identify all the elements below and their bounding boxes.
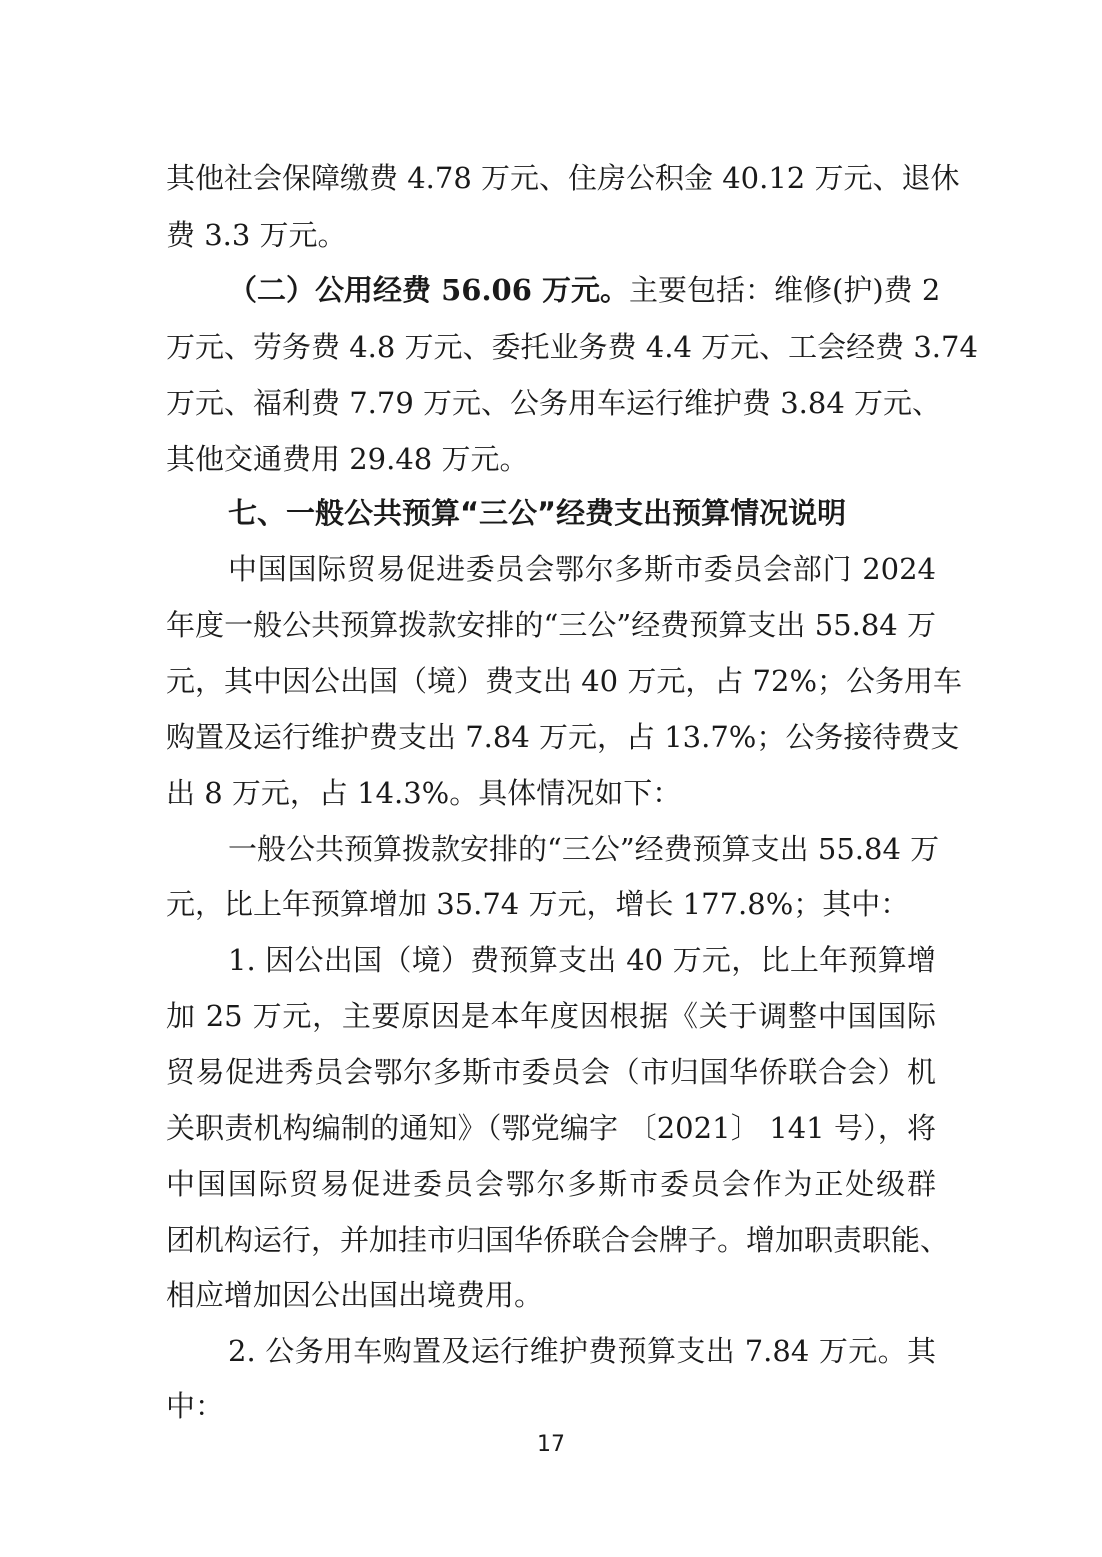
body-line: 关职责机构编制的通知》（鄂党编字 〔2021〕 141 号），将 bbox=[166, 1111, 936, 1145]
body-line: 团机构运行，并加挂市归国华侨联合会牌子。增加职责职能、 bbox=[166, 1223, 950, 1257]
body-line: 贸易促进秀员会鄂尔多斯市委员会（市归国华侨联合会）机 bbox=[166, 1055, 936, 1089]
body-line: 相应增加因公出国出境费用。 bbox=[166, 1278, 544, 1312]
body-line: 购置及运行维护费支出 7.84 万元，占 13.7%；公务接待费支 bbox=[166, 720, 960, 754]
body-line: 元，比上年预算增加 35.74 万元，增长 177.8%；其中： bbox=[166, 887, 910, 921]
body-line: 一般公共预算拨款安排的“三公”经费预算支出 55.84 万 bbox=[228, 832, 940, 866]
body-line: 元，其中因公出国（境）费支出 40 万元，占 72%；公务用车 bbox=[166, 664, 963, 698]
public-funds-heading: （二）公用经费 56.06 万元。 bbox=[228, 273, 630, 307]
body-line: 2. 公务用车购置及运行维护费预算支出 7.84 万元。其 bbox=[228, 1334, 936, 1368]
body-line: 其他社会保障缴费 4.78 万元、住房公积金 40.12 万元、退休 bbox=[166, 161, 960, 195]
page-number: 17 bbox=[537, 1432, 565, 1457]
body-line: 出 8 万元，占 14.3%。具体情况如下： bbox=[166, 776, 682, 810]
body-line: 费 3.3 万元。 bbox=[166, 218, 347, 252]
body-line: 万元、劳务费 4.8 万元、委托业务费 4.4 万元、工会经费 3.74 bbox=[166, 330, 978, 364]
body-line: 万元、福利费 7.79 万元、公务用车运行维护费 3.84 万元、 bbox=[166, 386, 942, 420]
body-line: 1. 因公出国（境）费预算支出 40 万元，比上年预算增 bbox=[228, 943, 936, 977]
body-line: 年度一般公共预算拨款安排的“三公”经费预算支出 55.84 万 bbox=[166, 608, 936, 642]
body-line: 中： bbox=[166, 1389, 225, 1423]
body-line: 其他交通费用 29.48 万元。 bbox=[166, 442, 529, 476]
public-funds-text: 主要包括：维修(护)费 2 bbox=[629, 273, 941, 307]
body-line: 中国国际贸易促进委员会鄂尔多斯市委员会作为正处级群 bbox=[166, 1167, 936, 1201]
section-heading: 七、一般公共预算“三公”经费支出预算情况说明 bbox=[228, 496, 847, 530]
body-line: 中国国际贸易促进委员会鄂尔多斯市委员会部门 2024 bbox=[228, 552, 936, 586]
public-funds-line bbox=[228, 270, 941, 310]
body-line: 加 25 万元，主要原因是本年度因根据《关于调整中国国际 bbox=[166, 999, 936, 1033]
